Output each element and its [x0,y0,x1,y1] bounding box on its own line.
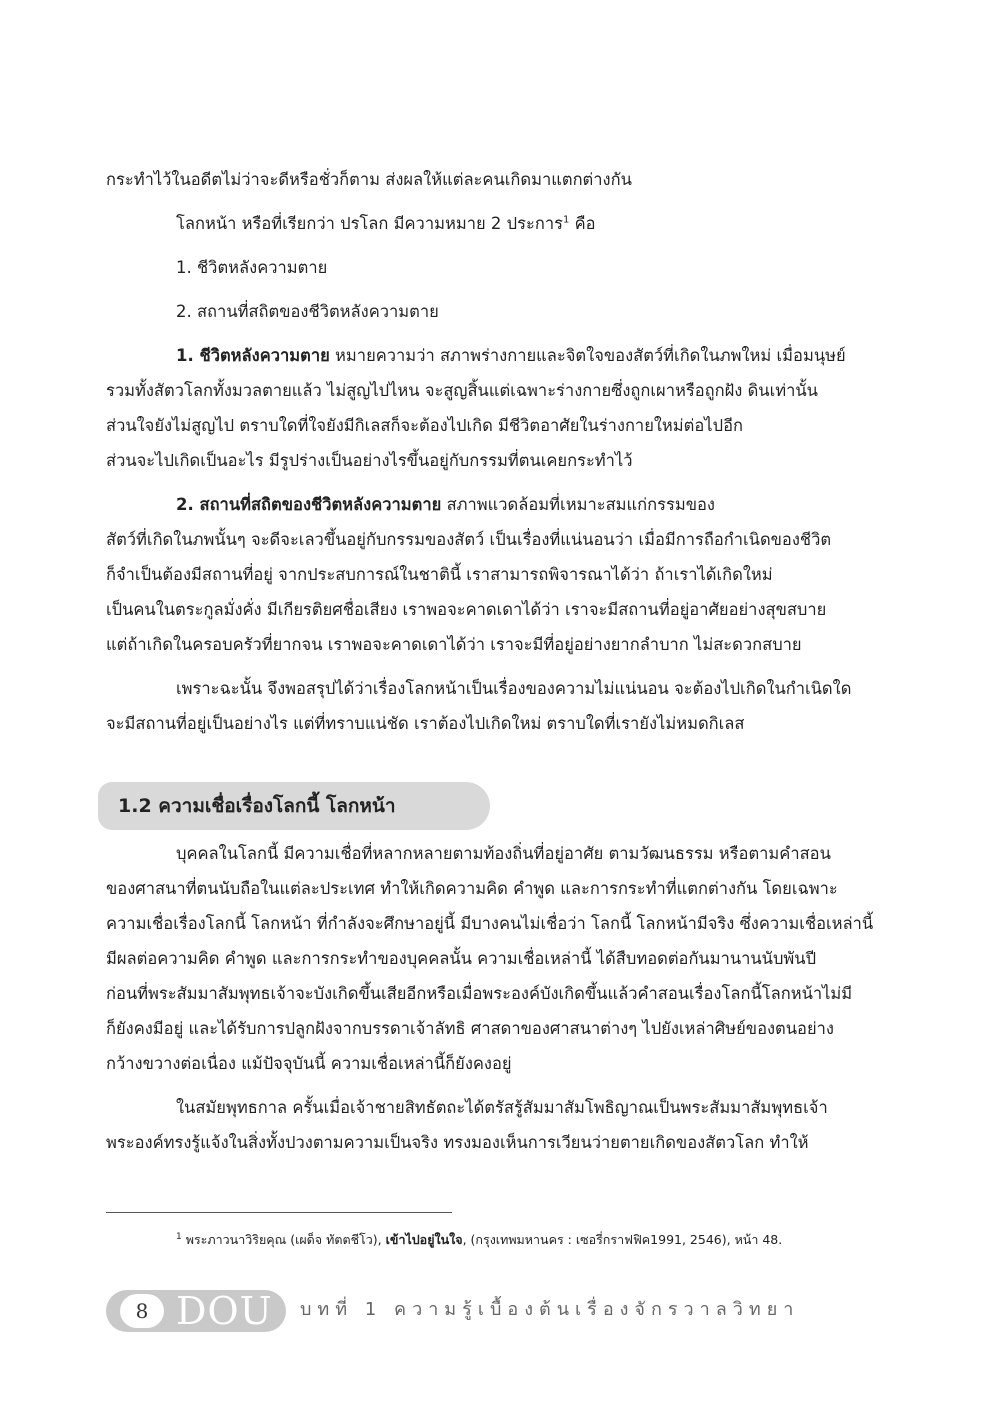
definition-term: 2. สถานที่สถิตของชีวิตหลังความตาย [176,495,442,514]
definition-1-line: ส่วนจะไปเกิดเป็นอะไร มีรูปร่างเป็นอย่างไรขึ้นอยู่กับกรรมที่ตนเคยกระทำไว้ [106,451,633,470]
footnote [176,1230,782,1250]
footnote-number: 1 [176,1231,182,1242]
dou-logo: DOU [176,1289,273,1333]
buddha-line: พระองค์ทรงรู้แจ้งในสิ่งทั้งปวงตามความเป็นจริง ทรงมองเห็นการเวียนว่ายตายเกิดของสัตวโลก ทำให้ [106,1133,809,1152]
list-item: 2. สถานที่สถิตของชีวิตหลังความตาย [176,302,439,321]
footnote-citation: , (กรุงเทพมหานคร : เซอรี่กราฟฟิค1991, 2546), หน้า 48. [462,1232,783,1247]
footnote-title: เข้าไปอยู่ในใจ [385,1232,463,1247]
beliefs-line: กว้างขวางต่อเนื่อง แม้ปัจจุบันนี้ ความเชื่อเหล่านี้ก็ยังคงอยู่ [106,1054,512,1073]
definition-2-line: แต่ถ้าเกิดในครอบครัวที่ยากจน เราพอจะคาดเดาได้ว่า เราจะมีที่อยู่อย่างยากลำบาก ไม่สะดวกสบาย [106,635,802,654]
buddha-line: ในสมัยพุทธกาล ครั้นเมื่อเจ้าชายสิทธัตถะได้ตรัสรู้สัมมาสัมโพธิญาณเป็นพระสัมมาสัมพุทธเจ้า [176,1098,828,1117]
conclusion-line: จะมีสถานที่อยู่เป็นอย่างไร แต่ที่ทราบแน่ชัด เราต้องไปเกิดใหม่ ตราบใดที่เรายังไม่หมดกิเลส [106,714,745,733]
definition-2-line: เป็นคนในตระกูลมั่งคั่ง มีเกียรติยศชื่อเสียง เราพอจะคาดเดาได้ว่า เราจะมีสถานที่อยู่อาศัยอย่างสุขสบาย [106,600,827,619]
list-item: 1. ชีวิตหลังความตาย [176,258,328,277]
definition-text: หมายความว่า สภาพร่างกายและจิตใจของสัตว์ที่เกิดในภพใหม่ เมื่อมนุษย์ [329,346,846,365]
beliefs-line: ของศาสนาที่ตนนับถือในแต่ละประเทศ ทำให้เกิดความคิด คำพูด และการกระทำที่แตกต่างกัน โดยเฉพาะ [106,879,838,898]
beliefs-line: บุคคลในโลกนี้ มีความเชื่อที่หลากหลายตามท้องถิ่นที่อยู่อาศัย ตามวัฒนธรรม หรือตามคำสอน [176,844,831,863]
page-number: 8 [120,1294,164,1328]
definition-1-line: ส่วนใจยังไม่สูญไป ตราบใดที่ใจยังมีกิเลสก็จะต้องไปเกิด มีชีวิตอาศัยในร่างกายใหม่ต่อไปอีก [106,416,743,435]
definition-term: 1. ชีวิตหลังความตาย [176,346,330,365]
section-heading: 1.2 ความเชื่อเรื่องโลกนี้ โลกหน้า [118,795,396,817]
definition-1-line [176,344,846,368]
definition-2-line [176,493,715,517]
beliefs-line: ความเชื่อเรื่องโลกนี้ โลกหน้า ที่กำลังจะศึกษาอยู่นี้ มีบางคนไม่เชื่อว่า โลกนี้ โลกหน้ามีจริง ซึ่งความเชื่อเหล่านี้ [106,914,874,933]
beliefs-line: ก็ยังคงมีอยู่ และได้รับการปลูกฝังจากบรรดาเจ้าลัทธิ ศาสดาของศาสนาต่างๆ ไปยังเหล่าศิษย์ของตนอย่าง [106,1019,834,1038]
footnote-divider [106,1212,452,1213]
definition-2-line: สัตว์ที่เกิดในภพนั้นๆ จะดีจะเลวขึ้นอยู่กับกรรมของสัตว์ เป็นเรื่องที่แน่นอนว่า เมื่อมีการถือกำเนิดของชีวิต [106,530,832,549]
paragraph-line: กระทำไว้ในอดีตไม่ว่าจะดีหรือชั่วก็ตาม ส่งผลให้แต่ละคนเกิดมาแตกต่างกัน [106,170,632,189]
beliefs-line: มีผลต่อความคิด คำพูด และการกระทำของบุคคลนั้น ความเชื่อเหล่านี้ ได้สืบทอดต่อกันมานานนับพันปี [106,949,817,968]
beliefs-line: ก่อนที่พระสัมมาสัมพุทธเจ้าจะบังเกิดขึ้นเสียอีกหรือเมื่อพระองค์บังเกิดขึ้นแล้วคำสอนเรื่องโลกนี้โลกหน้าไม่มี [106,984,853,1003]
definition-1-line: รวมทั้งสัตวโลกทั้งมวลตายแล้ว ไม่สูญไปไหน จะสูญสิ้นแต่เฉพาะร่างกายซึ่งถูกเผาหรือถูกฝัง ดินเท่านั้น [106,381,818,400]
definition-2-line: ก็จำเป็นต้องมีสถานที่อยู่ จากประสบการณ์ในชาตินี้ เราสามารถพิจารณาได้ว่า ถ้าเราได้เกิดใหม่ [106,565,773,584]
footnote-ref[interactable]: 1 [562,214,570,226]
conclusion-line: เพราะฉะนั้น จึงพอสรุปได้ว่าเรื่องโลกหน้าเป็นเรื่องของความไม่แน่นอน จะต้องไปเกิดในกำเนิดใด [176,679,852,698]
definition-text: สภาพแวดล้อมที่เหมาะสมแก่กรรมของ [441,495,715,514]
chapter-title: บทที่ 1 ความรู้เบื้องต้นเรื่องจักรวาลวิทยา [300,1299,800,1320]
paragraph-text: คือ [569,214,596,233]
paragraph-text: โลกหน้า หรือที่เรียกว่า ปรโลก มีความหมาย 2 ประการ [176,214,563,233]
paragraph-afterlife [176,212,596,236]
footnote-author: พระภาวนาวิริยคุณ (เผด็จ ทัตตชีโว), [181,1232,386,1247]
